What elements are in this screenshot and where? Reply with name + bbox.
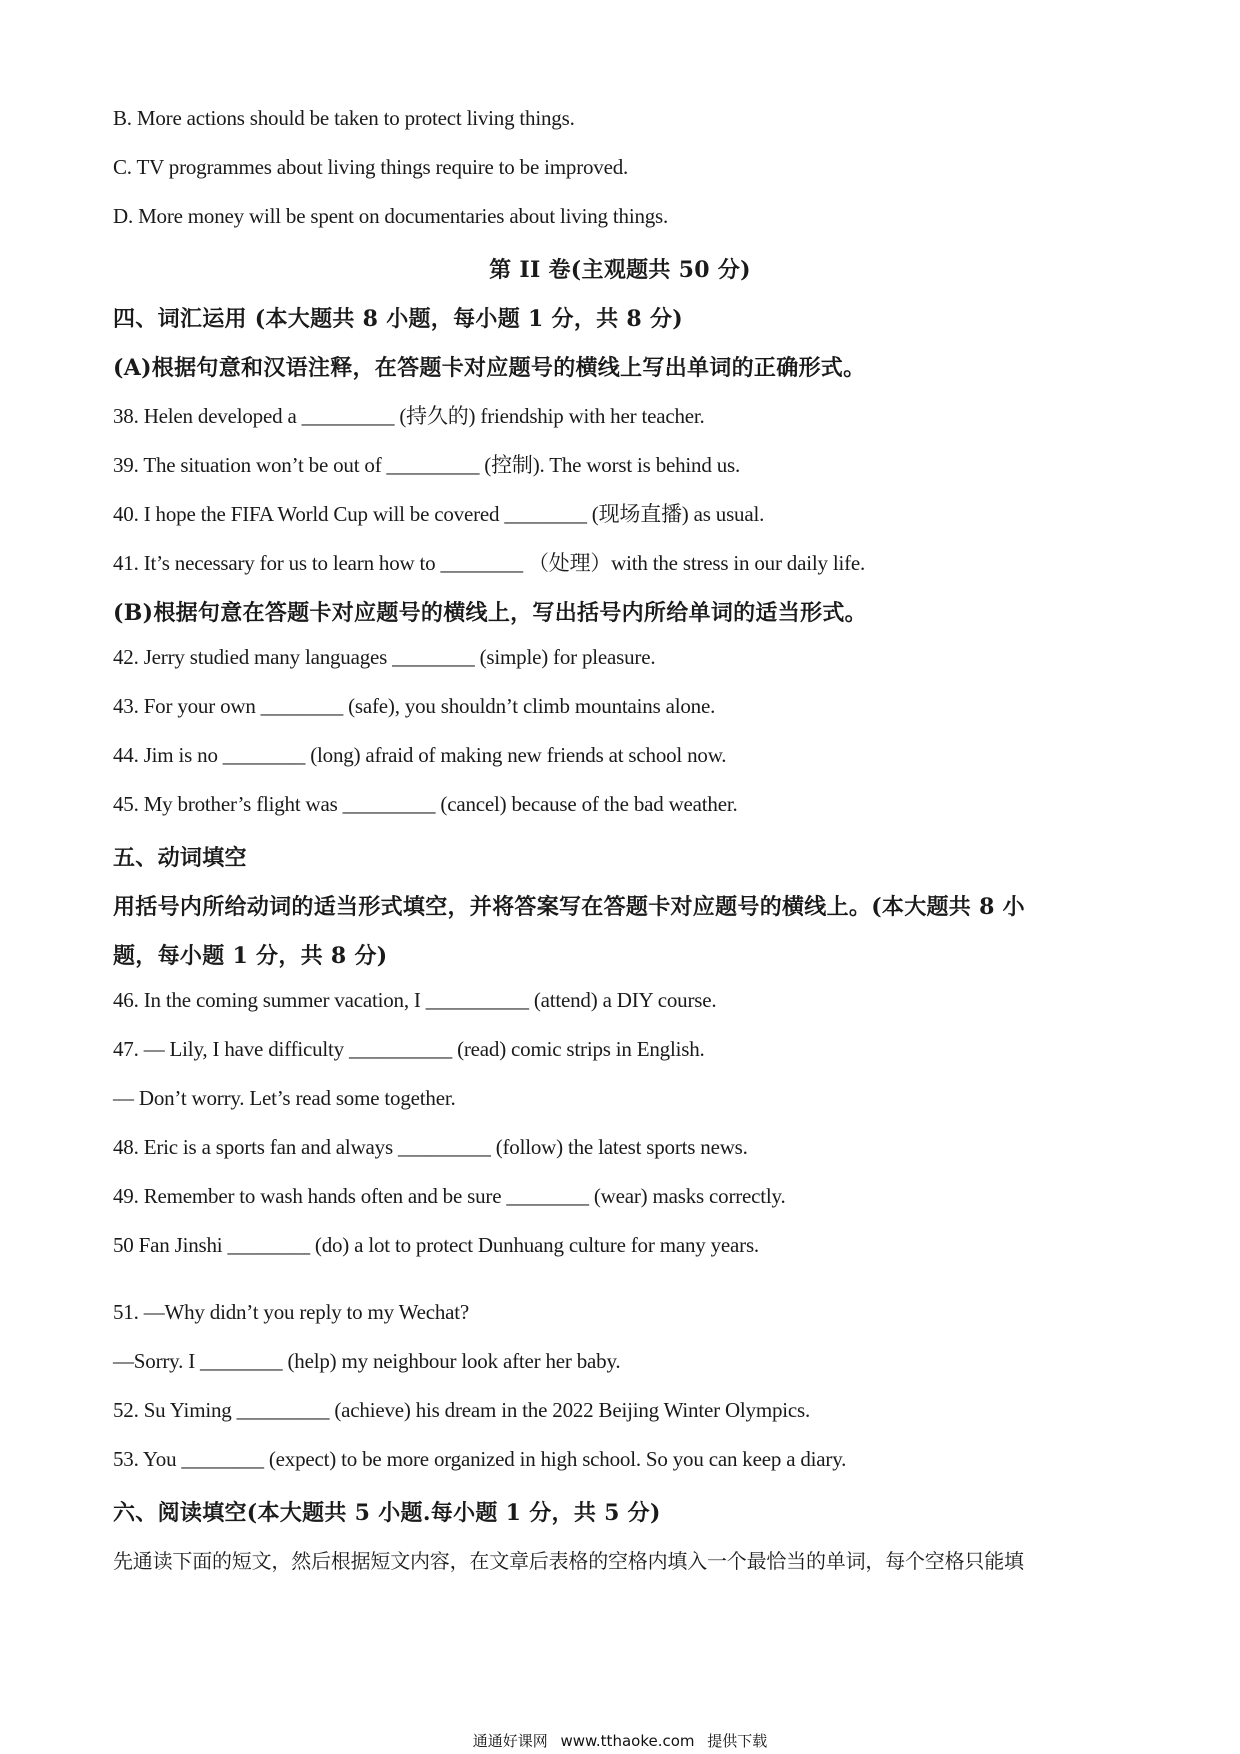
section6-heading: 六、阅读填空(本大题共 5 小题.每小题 1 分，共 5 分) (113, 1500, 661, 1526)
section4-a-instruction: (A)根据句意和汉语注释，在答题卡对应题号的横线上写出单词的正确形式。 (113, 355, 866, 381)
question-51-prompt: 51. —Why didn’t you reply to my Wechat? (113, 1300, 469, 1324)
question-46: 46. In the coming summer vacation, I __________ (attend) a DIY course. (113, 988, 717, 1012)
question-52: 52. Su Yiming _________ (achieve) his dream in the 2022 Beijing Winter Olympics. (113, 1398, 811, 1422)
question-38: 38. Helen developed a _________ (持久的) friendship with her teacher. (113, 404, 705, 428)
question-47-prompt: 47. — Lily, I have difficulty __________ (read) comic strips in English. (113, 1037, 705, 1061)
section5-instruction-line2: 题，每小题 1 分，共 8 分) (113, 943, 388, 969)
footer-url[interactable]: www.tthaoke.com (560, 1732, 695, 1750)
section5-heading: 五、动词填空 (113, 845, 247, 871)
question-53: 53. You ________ (expect) to be more organized in high school. So you can keep a diary. (113, 1447, 847, 1471)
question-50: 50 Fan Jinshi ________ (do) a lot to protect Dunhuang culture for many years. (113, 1233, 759, 1257)
question-47-reply: — Don’t worry. Let’s read some together. (113, 1086, 456, 1110)
option-d: D. More money will be spent on documentaries about living things. (113, 204, 669, 228)
question-42: 42. Jerry studied many languages ________ (simple) for pleasure. (113, 645, 656, 669)
question-44: 44. Jim is no ________ (long) afraid of making new friends at school now. (113, 743, 727, 767)
question-51-reply: —Sorry. I ________ (help) my neighbour look after her baby. (113, 1349, 621, 1373)
footer-site-name: 通通好课网 (472, 1732, 548, 1750)
question-43: 43. For your own ________ (safe), you shouldn’t climb mountains alone. (113, 694, 716, 718)
option-c: C. TV programmes about living things require to be improved. (113, 155, 629, 179)
footer-suffix: 提供下载 (707, 1732, 768, 1750)
question-41: 41. It’s necessary for us to learn how to ________ （处理）with the stress in our daily life. (113, 551, 866, 575)
question-40: 40. I hope the FIFA World Cup will be covered ________ (现场直播) as usual. (113, 502, 765, 526)
question-39: 39. The situation won’t be out of _________ (控制). The worst is behind us. (113, 453, 741, 477)
section4-heading: 四、词汇运用 (本大题共 8 小题，每小题 1 分，共 8 分) (113, 306, 683, 332)
question-49: 49. Remember to wash hands often and be sure ________ (wear) masks correctly. (113, 1184, 786, 1208)
section5-instruction-line1: 用括号内所给动词的适当形式填空，并将答案写在答题卡对应题号的横线上。(本大题共 8 小 (113, 894, 1025, 920)
part-title: 第 II 卷(主观题共 50 分) (489, 257, 751, 283)
question-48: 48. Eric is a sports fan and always _________ (follow) the latest sports news. (113, 1135, 748, 1159)
section6-instruction: 先通读下面的短文，然后根据短文内容，在文章后表格的空格内填入一个最恰当的单词，每个空格只能填 (113, 1549, 1024, 1573)
section4-b-instruction: (B)根据句意在答题卡对应题号的横线上，写出括号内所给单词的适当形式。 (113, 600, 867, 626)
question-45: 45. My brother’s flight was _________ (cancel) because of the bad weather. (113, 792, 738, 816)
page-footer (0, 1730, 1240, 1751)
option-b: B. More actions should be taken to protect living things. (113, 106, 575, 130)
